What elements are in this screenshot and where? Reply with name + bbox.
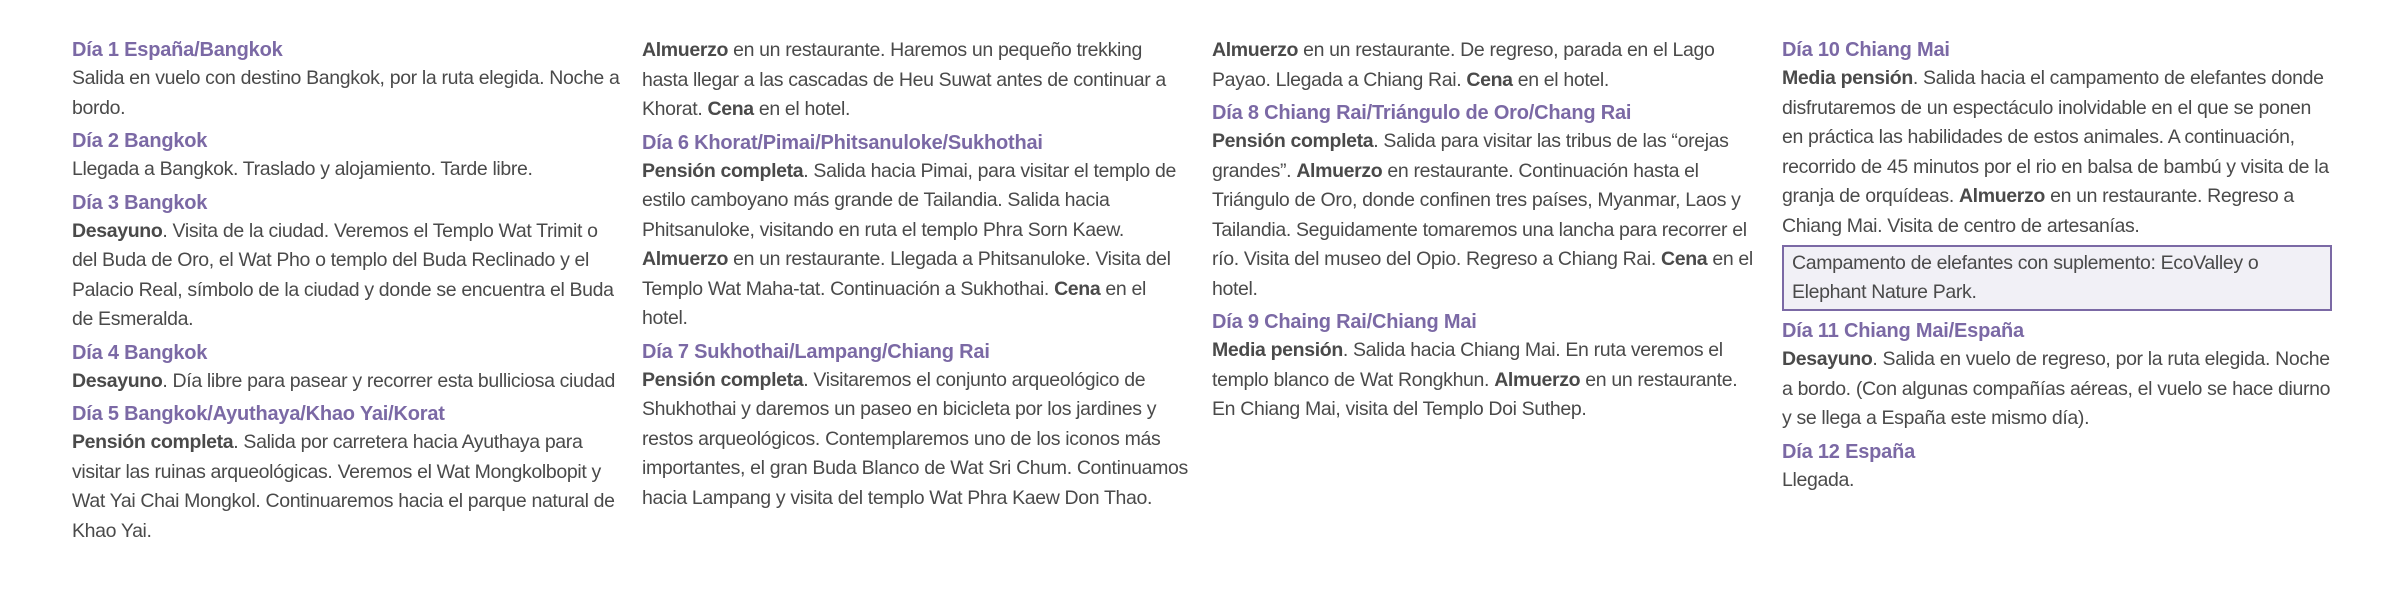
day-text	[1212, 127, 1762, 304]
text-run: . Salida para visitar las tribus de las “orejas grandes”.	[1212, 130, 1729, 182]
meal-plan: Desayuno	[72, 369, 163, 392]
meal-label: Almuerzo	[1296, 159, 1383, 182]
meal-label: Almuerzo	[1212, 39, 1299, 61]
text-run: . Salida por carretera hacia Ayuthaya para visitar las ruinas arqueológicas. Veremos el Wat Mongkolbopit y Wat Yai Chai Mongkol. Continuaremos hacia el parque natural de Khao Yai.	[72, 431, 615, 542]
meal-plan: Pensión completa	[642, 159, 804, 182]
day-title: Día 8 Chiang Rai/Triángulo de Oro/Chang Rai	[1212, 102, 1632, 124]
day-12	[1782, 438, 2332, 496]
meal-label: Cena	[1661, 248, 1708, 270]
day-title: Día 9 Chaing Rai/Chiang Mai	[1212, 311, 1477, 333]
day-text	[642, 36, 1192, 125]
column-2	[642, 36, 1192, 517]
text-run: en el hotel.	[642, 277, 1146, 329]
day-7-continued	[1212, 36, 1762, 95]
day-text	[1212, 36, 1762, 95]
meal-label: Almuerzo	[1494, 368, 1581, 391]
day-text	[1212, 336, 1762, 425]
meal-label: Almuerzo	[642, 39, 729, 61]
text-run: en un restaurante. Haremos un pequeño trekking hasta llegar a las cascadas de Heu Suwat antes de continuar a Khorat.	[642, 39, 1166, 120]
meal-label: Cena	[1466, 68, 1513, 91]
column-4	[1782, 36, 2332, 499]
text-run: Salida en vuelo con destino Bangkok, por la ruta elegida. Noche a bordo.	[72, 67, 620, 119]
text-run: . Visitaremos el conjunto arqueológico de Shukhothai y daremos un paseo en bicicleta por los jardines y restos arqueológicos. Contemplaremos uno de los iconos más importantes, el gran Buda Blanco de Wat Sri Chum. Continuamos hacia Lampang y visita del templo Wat Phra Kaew Don Thao.	[642, 368, 1188, 509]
day-title: Día 10 Chiang Mai	[1782, 39, 1950, 61]
meal-label: Cena	[707, 98, 754, 120]
day-3	[72, 189, 622, 335]
day-6	[642, 129, 1192, 334]
day-title: Día 7 Sukhothai/Lampang/Chiang Rai	[642, 340, 990, 363]
meal-label: Almuerzo	[1958, 185, 2045, 207]
text-run: Llegada a Bangkok. Traslado y alojamiento. Tarde libre.	[72, 158, 533, 180]
meal-plan: Pensión completa	[1212, 130, 1374, 152]
day-text	[642, 366, 1192, 514]
day-title: Día 5 Bangkok/Ayuthaya/Khao Yai/Korat	[72, 403, 445, 425]
text-run: . Día libre para pasear y recorrer esta bulliciosa ciudad	[162, 369, 616, 392]
day-8	[1212, 99, 1762, 304]
day-text	[72, 367, 622, 397]
meal-plan: Pensión completa	[642, 368, 804, 391]
text-run: en restaurante. Continuación hasta el Triángulo de Oro, donde confinen tres países, Myanmar, Laos y Tailandia. Seguidamente tomaremos una lancha para recorrer el río. Visita del museo del Opio. Regreso a Chiang Rai.	[1212, 159, 1747, 270]
meal-plan: Media pensión	[1212, 339, 1343, 361]
text-run: en un restaurante. Regreso a Chiang Mai. Visita de centro de artesanías.	[1782, 185, 2294, 237]
day-text	[1782, 64, 2332, 241]
column-3	[1212, 36, 1762, 429]
text-run: en el hotel.	[1512, 68, 1609, 91]
text-run: Llegada.	[1782, 468, 1855, 491]
day-1	[72, 36, 622, 123]
day-text	[72, 64, 622, 123]
day-text	[1782, 345, 2332, 434]
day-text	[72, 217, 622, 335]
day-text	[72, 155, 622, 185]
day-title: Día 12 España	[1782, 440, 1916, 463]
text-run: . Salida hacia el campamento de elefantes donde disfrutaremos de un espectáculo inolvidable en el que se ponen en práctica las habilidades de estos animales. A continuación, recorrido de 45 minutos por el rio en balsa de bambú y visita de la granja de orquídeas.	[1782, 67, 2329, 207]
supplement-note-box: Campamento de elefantes con suplemento: EcoValley o Elephant Nature Park.	[1782, 245, 2332, 311]
meal-plan: Desayuno	[72, 219, 163, 242]
itinerary	[72, 36, 2352, 596]
text-run: en un restaurante. De regreso, parada en el Lago Payao. Llegada a Chiang Rai.	[1212, 39, 1715, 91]
day-title: Día 11 Chiang Mai/España	[1782, 320, 2024, 342]
day-title: Día 6 Khorat/Pimai/Phitsanuloke/Sukhothai	[642, 131, 1043, 154]
day-5	[72, 400, 622, 546]
meal-plan: Desayuno	[1782, 348, 1873, 370]
text-run: en un restaurante. Llegada a Phitsanuloke. Visita del Templo Wat Maha-tat. Continuación a Sukhothai.	[642, 248, 1171, 300]
text-run: . Visita de la ciudad. Veremos el Templo Wat Trimit o del Buda de Oro, el Wat Pho o templo del Buda Reclinado y el Palacio Real, símbolo de la ciudad y donde se encuentra el Buda de Esmeralda.	[72, 219, 614, 330]
day-7	[642, 338, 1192, 514]
text-run: en el hotel.	[1212, 248, 1753, 300]
day-5-continued	[642, 36, 1192, 125]
column-1	[72, 36, 622, 550]
day-title: Día 2 Bangkok	[72, 130, 208, 152]
day-title: Día 3 Bangkok	[72, 191, 208, 214]
day-text	[642, 157, 1192, 334]
text-run: en el hotel.	[753, 98, 851, 120]
meal-label: Cena	[1054, 277, 1101, 300]
day-4	[72, 339, 622, 397]
day-text	[72, 428, 622, 546]
text-run: . Salida en vuelo de regreso, por la ruta elegida. Noche a bordo. (Con algunas compañías aéreas, el vuelo se hace diurno y se llega a España este mismo día).	[1782, 348, 2331, 429]
text-run: en un restaurante. En Chiang Mai, visita del Templo Doi Suthep.	[1212, 368, 1738, 420]
meal-label: Almuerzo	[642, 248, 729, 270]
day-text	[1782, 466, 2332, 496]
text-run: . Salida hacia Pimai, para visitar el templo de estilo camboyano más grande de Tailandia. Salida hacia Phitsanuloke, visitando en ruta el templo Phra Sorn Kaew.	[642, 159, 1176, 241]
day-2	[72, 127, 622, 185]
day-10	[1782, 36, 2332, 241]
day-title: Día 1 España/Bangkok	[72, 39, 283, 61]
meal-plan: Pensión completa	[72, 431, 234, 453]
meal-plan: Media pensión	[1782, 67, 1913, 89]
day-9	[1212, 308, 1762, 425]
day-11	[1782, 317, 2332, 434]
text-run: . Salida hacia Chiang Mai. En ruta veremos el templo blanco de Wat Rongkhun.	[1212, 339, 1723, 391]
day-title: Día 4 Bangkok	[72, 341, 208, 364]
